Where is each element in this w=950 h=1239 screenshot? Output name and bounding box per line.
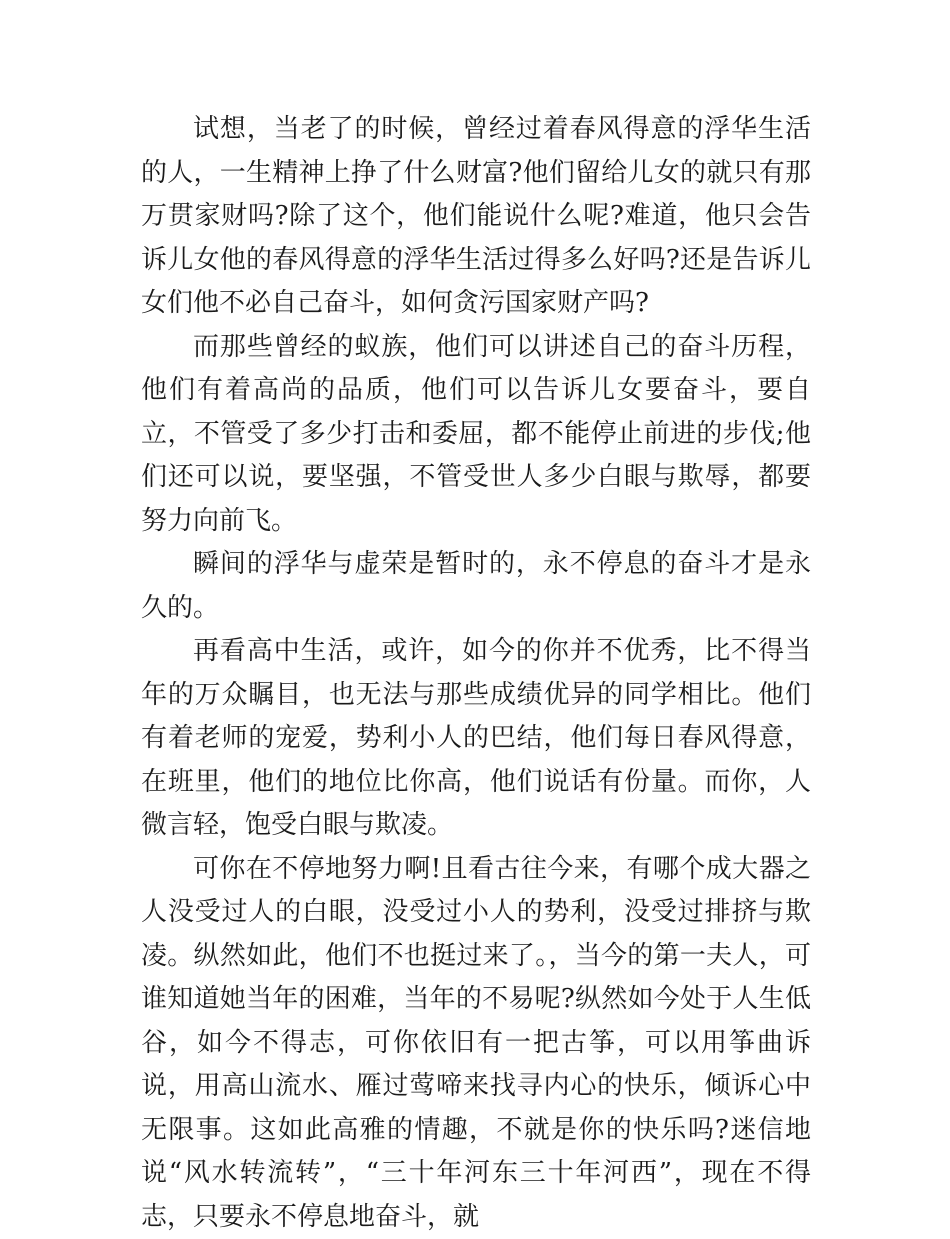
paragraph-4: 再看高中生活，或许，如今的你并不优秀，比不得当年的万众瞩目，也无法与那些成绩优异的同学相比。他们有着老师的宠爱，势利小人的巴结，他们每日春风得意，在班里，他们的地位比你高，他们说话有份量。而你，人微言轻，饱受白眼与欺凌。 xyxy=(141,630,811,848)
essay-body xyxy=(141,108,811,1239)
paragraph-5: 可你在不停地努力啊!且看古往今来，有哪个成大器之人没受过人的白眼，没受过小人的势利，没受过排挤与欺凌。纵然如此，他们不也挺过来了。，当今的第一夫人，可谁知道她当年的困难，当年的不易呢?纵然如今处于人生低谷，如今不得志，可你依旧有一把古筝，可以用筝曲诉说，用高山流水、雁过莺啼来找寻内心的快乐，倾诉心中无限事。这如此高雅的情趣，不就是你的快乐吗?迷信地说“风水转流转”，“三十年河东三十年河西”，现在不得志，只要永不停息地奋斗，就 xyxy=(141,848,811,1239)
paragraph-3: 瞬间的浮华与虚荣是暂时的，永不停息的奋斗才是永久的。 xyxy=(141,543,811,630)
paragraph-1: 试想，当老了的时候，曾经过着春风得意的浮华生活的人，一生精神上挣了什么财富?他们留给儿女的就只有那万贯家财吗?除了这个，他们能说什么呢?难道，他只会告诉儿女他的春风得意的浮华生活过得多么好吗?还是告诉儿女们他不必自己奋斗，如何贪污国家财产吗? xyxy=(141,108,811,326)
paragraph-2: 而那些曾经的蚁族，他们可以讲述自己的奋斗历程，他们有着高尚的品质，他们可以告诉儿女要奋斗，要自立，不管受了多少打击和委屈，都不能停止前进的步伐;他们还可以说，要坚强，不管受世人多少白眼与欺辱，都要努力向前飞。 xyxy=(141,326,811,544)
